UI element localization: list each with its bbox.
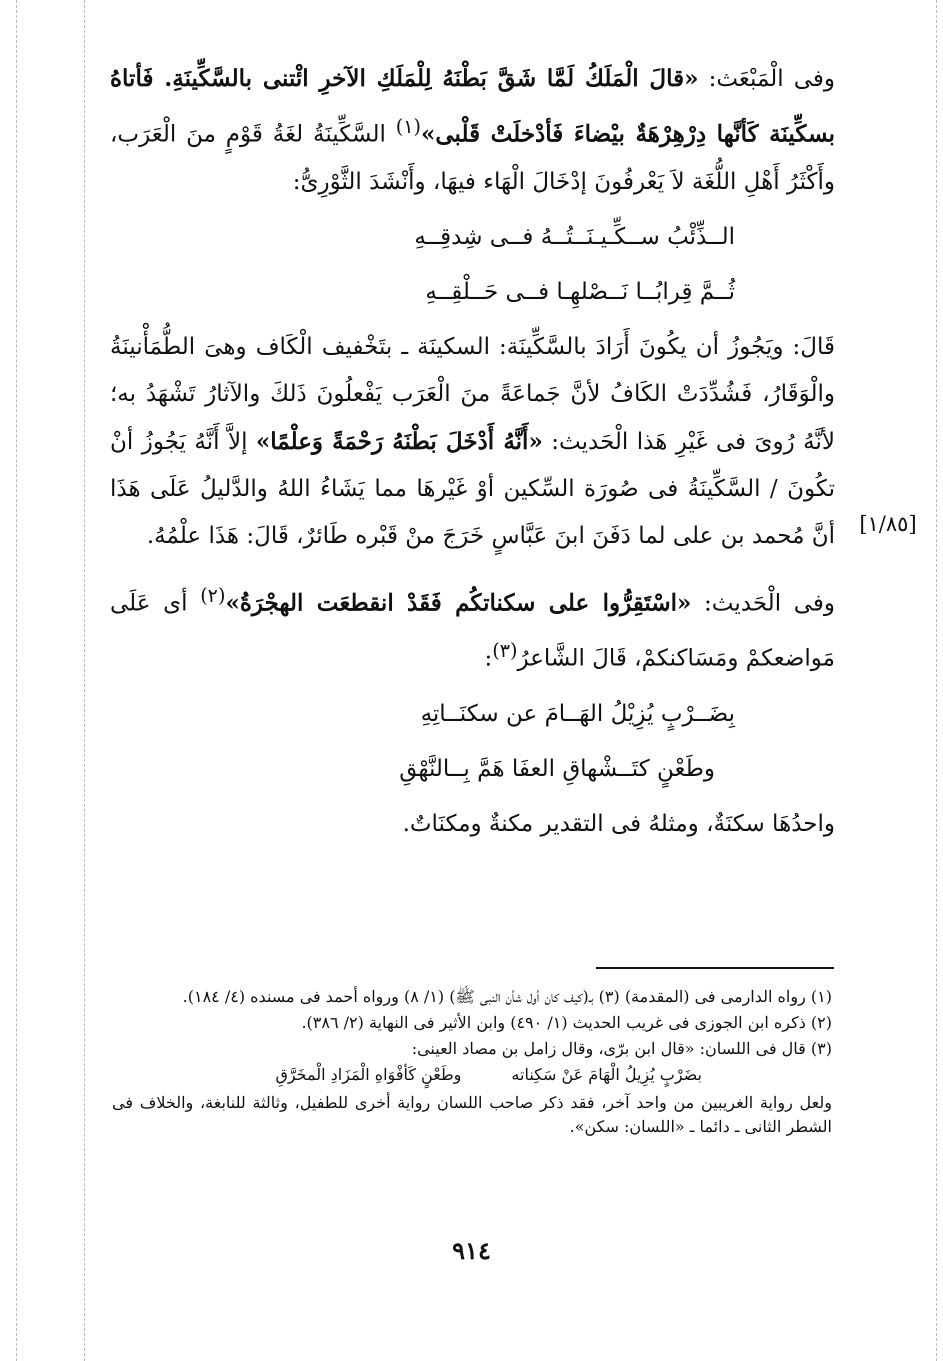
hadith-quote: «قالَ الْمَلَكُ لَمَّا شَقَّ بَطْنَهُ لِلْمَلَكِ الآخرِ ائْتنى بالسَّكِّينَةِ. فَأتاهُ بسكِّينَة كَأنَّها دِرْهِرْهَةٌ بيْضاءَ فَأدْخلَتْ قَلْبى» — [110, 65, 835, 148]
main-text — [110, 55, 835, 848]
footnote-ref: (٣) — [492, 639, 518, 663]
footnote-separator — [596, 967, 834, 969]
paragraph-3 — [110, 572, 835, 683]
verse-line: الــذِّئْبُ ســكِّـيـنَــتُــهُ فــى شِدقِــهِ — [414, 223, 735, 250]
hadith-quote: «أَنَّهُ أَدْخَلَ بَطْنَهُ رَحْمَةً وَعلْمًا» — [255, 427, 543, 455]
paragraph-4: واحدُهَا سكنَةٌ، ومثلهُ فى التقدير مكنةٌ ومكنَاتٌ. — [402, 810, 835, 837]
paragraph-2 — [110, 324, 835, 560]
margin-folio-note: [١/٨٥] — [859, 512, 917, 536]
footnote-2: (٢) ذكره ابن الجوزى فى غريب الحديث (١/ ٤٩٠) وابن الأثير فى النهاية (٢/ ٣٨٦). — [301, 1013, 832, 1032]
text-run: أى عَلَى مَواضعكمْ ومَسَاكنكمْ، قَالَ الشَّاعرُ — [110, 590, 835, 672]
verse-line: ثُــمَّ قِرابُــا نَــصْلهِـا فــى حَــلْقِــهِ — [425, 278, 735, 305]
text-run: وفى الْمَبْعَث: — [698, 66, 835, 92]
hadith-quote: «اسْتَقِرُّوا على سكناتكُم فَقَدْ انقطعَت الهجْرَةُ» — [225, 589, 692, 617]
footnote-3-continued: ولعل رواية الغريبين من واحد آخر، فقد ذكر صاحب اللسان رواية أخرى للطفيل، وثالثة للنابغة، والخلاف فى الشطر الثانى ـ دائما ـ «اللسان: سكن». — [112, 1093, 832, 1136]
verse-hemistich: وطَعْنٍ كَأفْوَاهِ الْمَزَادِ الْمخَرَّقِ — [275, 1065, 462, 1084]
scan-guide-line — [16, 0, 17, 1361]
footnote-3: (٣) قال فى اللسان: «قال ابن برّى، وقال زامل بن مصاد العينى: — [411, 1039, 832, 1058]
text-run: السَّكِّينَةُ لغَةُ قَوْمٍ منَ الْعَرَب، وأَكْثَرُ أَهْلِ اللُّغَة لاَ يَعْرفُونَ إدْخَالَ الْهَاء فيهَا، وأَنْشَدَ الثَّوْرِىُّ: — [110, 121, 835, 195]
footnote-1: (١) رواه الدارمى فى (المقدمة) (٣) بـ(كيف كان أول شأن النبى ﷺ) (١/ ٨) ورواه أحمد فى مسنده (٤/ ١٨٤). — [182, 987, 832, 1006]
footnote-ref: (٢) — [200, 583, 226, 607]
verse-line: بِضَــرْبٍ يُزِيْلُ الهَــامَ عن سكنَــاتِهِ — [420, 700, 735, 727]
scan-guide-line — [84, 0, 85, 1361]
scan-guide-line — [936, 0, 937, 1361]
footnotes — [112, 985, 832, 1141]
text-run: : — [484, 645, 493, 672]
text-run: قَالَ: ويَجُوزُ أن يكُونَ أَرَادَ بالسَّكِّينَة: السكينَة ـ بتَخْفيف الْكَاف وهىَ الطُّمَأْنينَةُ والْوَقَارُ، فَشُدِّدَتْ الكَافُ لأنَّ جَماعَةً منَ الْعَرَب يَفْعلُونَ ذَلكَ والآثارُ تَشْهَدُ به؛ لأنَّهُ رُوىَ فى غَيْرِ هَذا الْحَديث: — [110, 333, 835, 455]
page-number: ٩١٤ — [452, 1236, 491, 1265]
text-run: وفى الْحَديث: — [691, 590, 835, 617]
footnote-ref: (١) — [395, 115, 421, 138]
verse-hemistich: بضَرْبٍ يُزِيلُ الْهَامَ عَنْ سَكِناته — [511, 1065, 702, 1084]
verse-line: وطَعْنٍ كتَــشْهاقِ العفَا هَمَّ بِــالنَّهْقِ — [399, 755, 715, 782]
footnote-verse — [112, 1063, 832, 1087]
text-run: إلاَّ أَنَّهُ يَجُوزُ أنْ تكُونَ / السَّكِّينَةُ فى صُورَة السِّكين أوْ غَيْرهَا مما يَشَاءُ اللهُ والدَّليلُ عَلَى هَذَا أنَّ مُحمد بن على لما دَفَنَ ابنَ عَبَّاسٍ خَرَجَ منْ قَبْره طَائرٌ، قَالَ: هَذَا علْمُهُ. — [110, 428, 835, 549]
paragraph-1 — [110, 55, 835, 206]
